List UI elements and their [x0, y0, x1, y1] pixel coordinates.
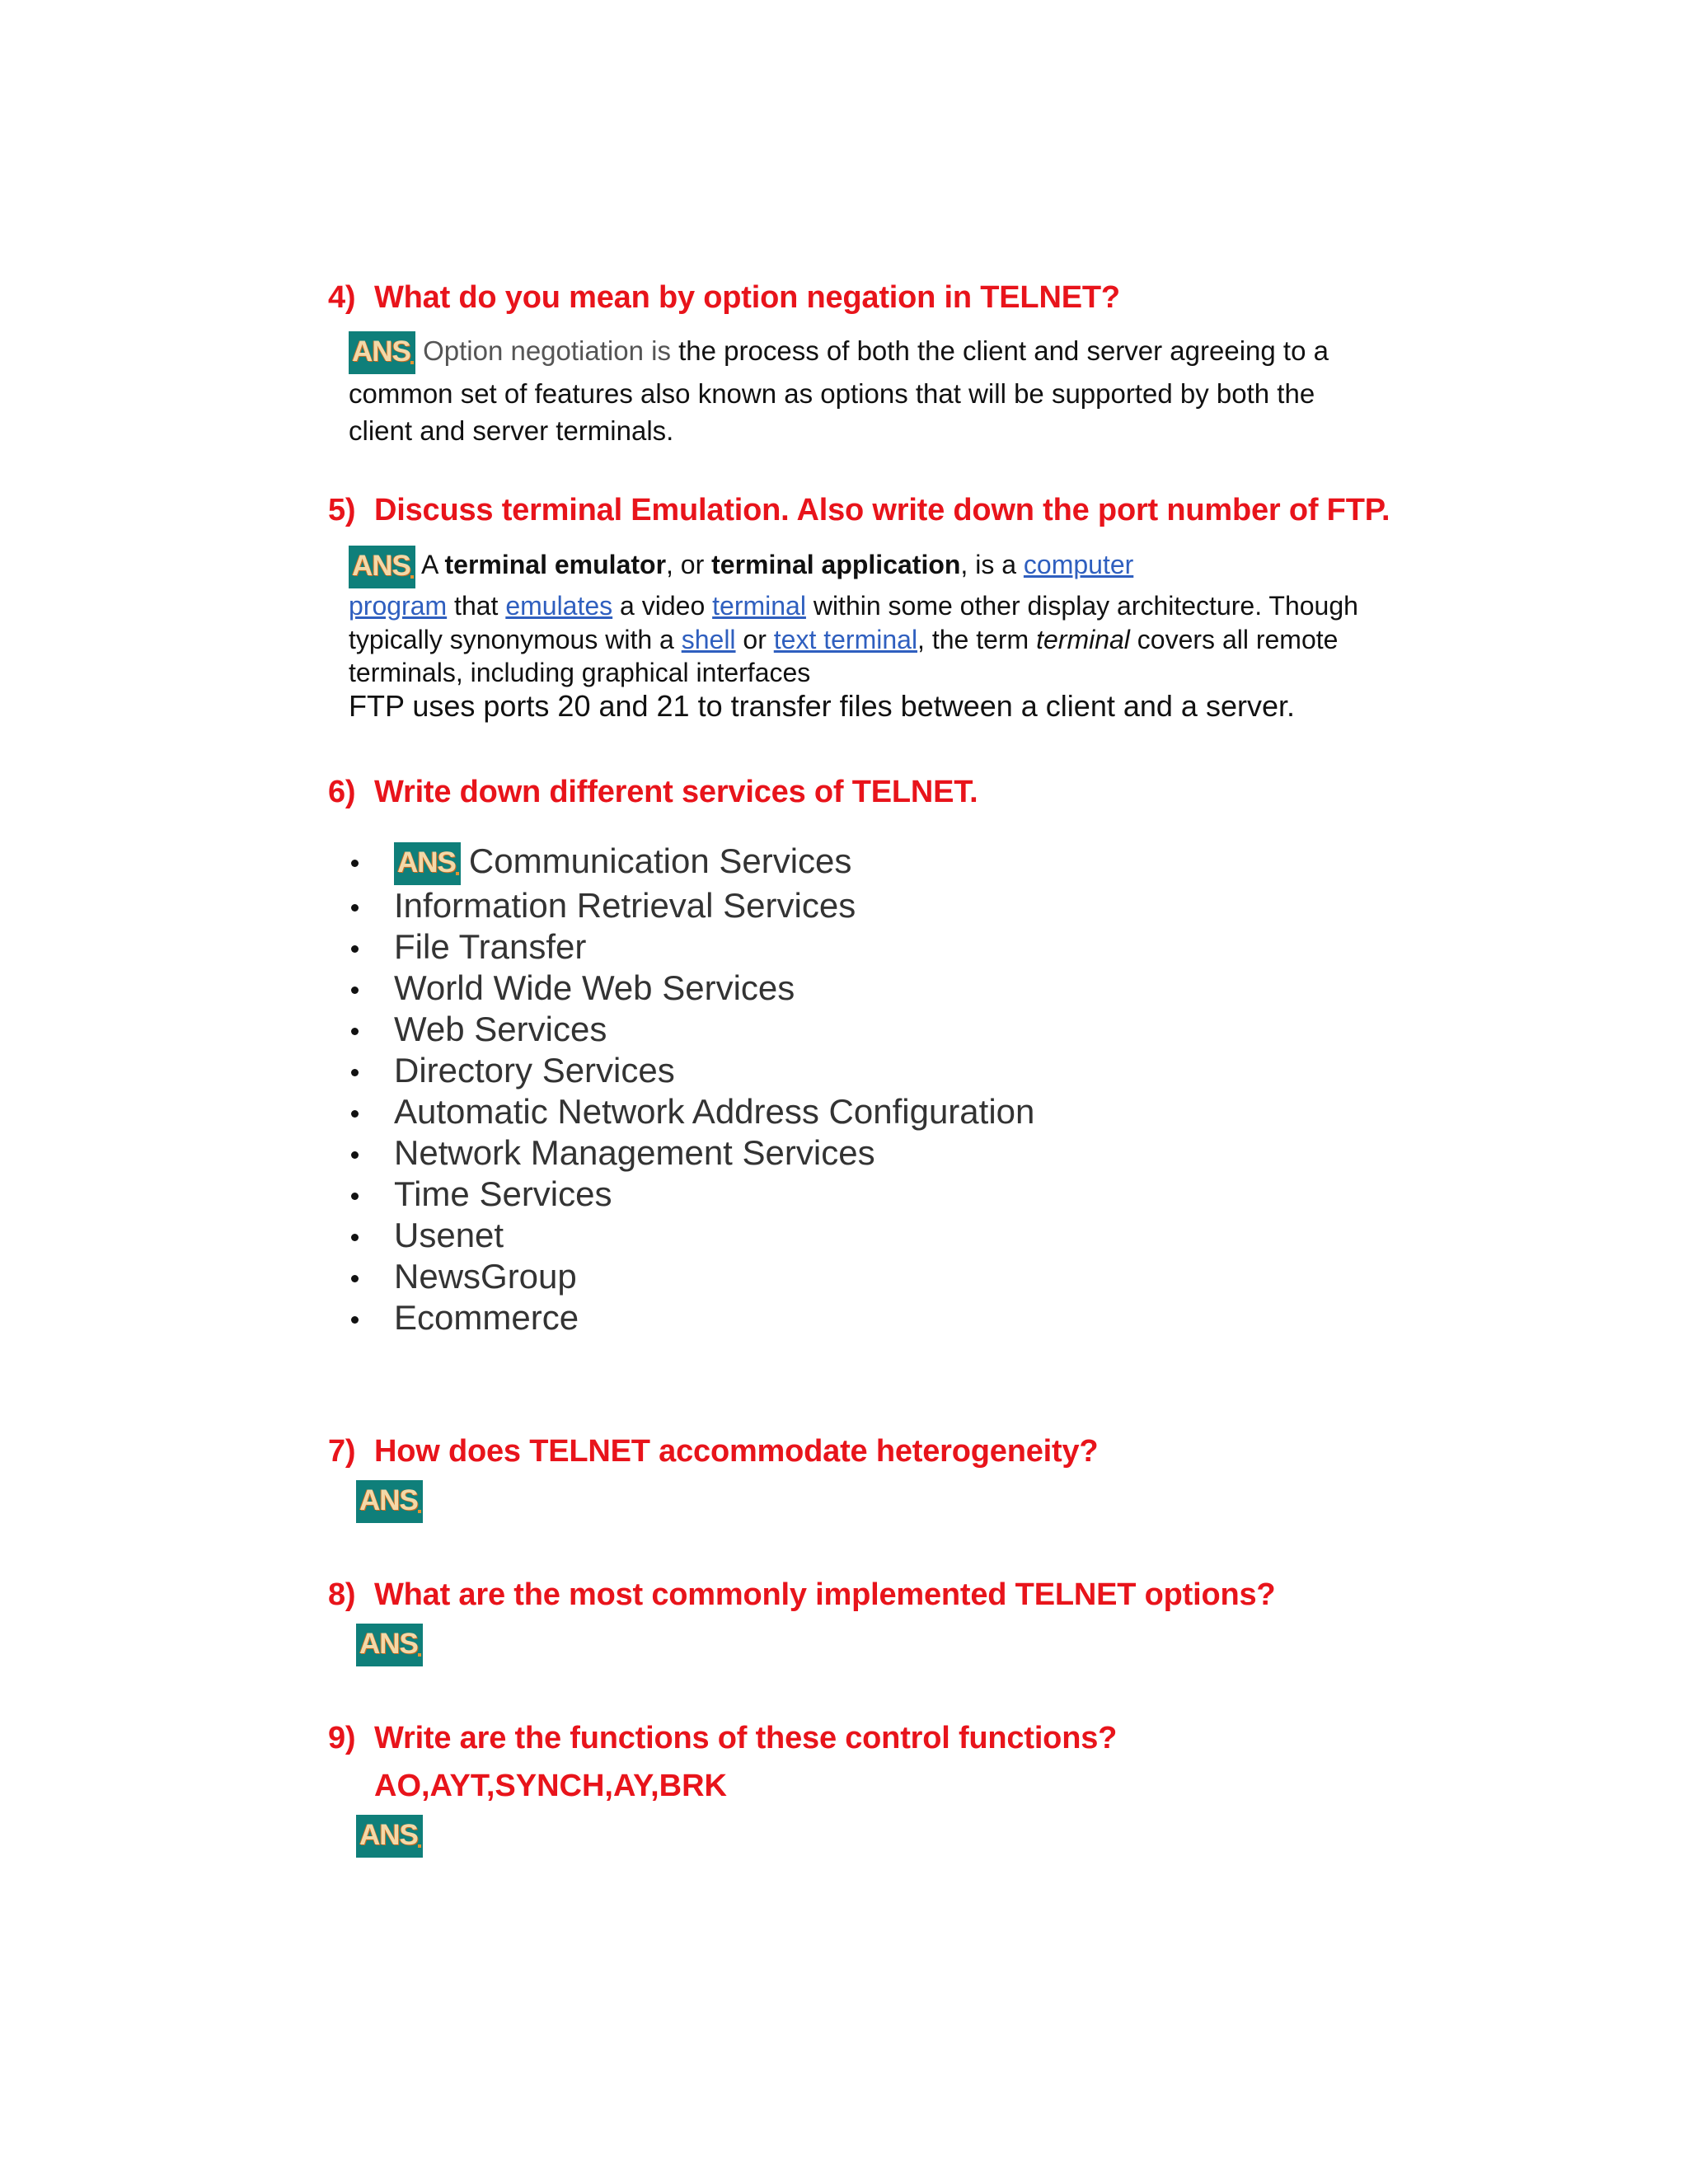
answer-text: covers all remote — [1129, 624, 1339, 654]
term-bold: terminal emulator — [444, 550, 667, 579]
service-label: Time Services — [394, 1174, 612, 1213]
list-item — [346, 1174, 1034, 1215]
service-label: Ecommerce — [394, 1298, 579, 1337]
service-label: Automatic Network Address Configuration — [394, 1092, 1035, 1131]
list-item — [346, 1091, 1034, 1132]
list-item — [346, 885, 1034, 926]
service-label: Directory Services — [394, 1051, 675, 1090]
answer-line: client and server terminals. — [349, 415, 674, 447]
question-number: 5) — [328, 493, 356, 527]
question-number: 4) — [328, 280, 356, 315]
question-8-heading — [328, 1577, 1275, 1613]
answer-text: , the term — [917, 624, 1037, 654]
list-item — [346, 1256, 1034, 1297]
ans-label: ANS — [356, 1624, 423, 1666]
question-title: Write are the functions of these control functions? — [374, 1721, 1118, 1755]
answer-text: within some other display architecture. Though — [805, 590, 1358, 621]
answer-text: A — [415, 550, 445, 579]
ans-label: ANS — [356, 1815, 423, 1858]
service-label: Web Services — [394, 1010, 607, 1048]
list-item — [346, 968, 1034, 1009]
ans-label: ANS — [356, 1480, 423, 1523]
term-bold: terminal application — [711, 550, 961, 579]
service-label: World Wide Web Services — [394, 968, 795, 1007]
service-label: Usenet — [394, 1216, 504, 1254]
answer-lead: Option negotiation is — [423, 335, 671, 366]
link-text-terminal[interactable]: text terminal — [773, 624, 918, 654]
answer-line: common set of features also known as options that will be supported by both the — [349, 378, 1315, 410]
question-number: 9) — [328, 1721, 356, 1755]
question-5-heading — [328, 493, 1390, 528]
service-label: File Transfer — [394, 927, 587, 966]
question-4-heading — [328, 280, 1120, 316]
answer-text: typically synonymous with a — [349, 624, 682, 654]
ftp-port-answer: FTP uses ports 20 and 21 to transfer files between a client and a server. — [349, 689, 1295, 723]
question-title: What are the most commonly implemented TELNET options? — [374, 1577, 1276, 1612]
question-title: How does TELNET accommodate heterogeneity? — [374, 1434, 1099, 1469]
link-shell[interactable]: shell — [681, 624, 736, 654]
list-item — [346, 1009, 1034, 1050]
list-item — [346, 1050, 1034, 1091]
answer-5 — [349, 542, 1420, 689]
list-item — [346, 1215, 1034, 1256]
answer-text: the process of both the client and server agreeing to a — [670, 335, 1329, 366]
answer-text: , is a — [960, 550, 1024, 579]
question-7-heading — [328, 1434, 1098, 1469]
ans-label: ANS — [394, 842, 461, 885]
answer-text: , or — [666, 550, 712, 579]
link-terminal[interactable]: terminal — [712, 590, 806, 621]
answer-line: terminals, including graphical interfaces — [349, 657, 811, 687]
answer-4 — [349, 330, 1420, 448]
link-program[interactable]: program — [349, 590, 448, 621]
question-title: Discuss terminal Emulation. Also write down the port number of FTP. — [374, 493, 1390, 527]
service-label: Communication Services — [468, 841, 852, 880]
term-italic: terminal — [1036, 624, 1130, 654]
answer-text: that — [447, 590, 506, 621]
list-item — [346, 926, 1034, 968]
question-6-heading — [328, 775, 978, 810]
question-9-heading — [328, 1721, 1117, 1756]
list-item — [346, 1297, 1034, 1338]
services-list — [346, 837, 1034, 1338]
question-9-subtitle: AO,AYT,SYNCH,AY,BRK — [374, 1769, 727, 1803]
question-number: 7) — [328, 1434, 356, 1469]
answer-text: a video — [612, 590, 713, 621]
list-item — [346, 1132, 1034, 1174]
list-item — [346, 837, 1034, 885]
question-number: 8) — [328, 1577, 356, 1612]
ans-label: ANS — [349, 331, 415, 374]
question-number: 6) — [328, 775, 356, 809]
link-emulates[interactable]: emulates — [505, 590, 613, 621]
ans-label: ANS — [349, 546, 415, 588]
link-computer[interactable]: computer — [1023, 550, 1134, 579]
service-label: Information Retrieval Services — [394, 886, 856, 925]
service-label: Network Management Services — [394, 1133, 875, 1172]
answer-text: or — [735, 624, 774, 654]
question-title: Write down different services of TELNET. — [374, 775, 978, 809]
question-title: What do you mean by option negation in TELNET? — [374, 280, 1120, 315]
service-label: NewsGroup — [394, 1257, 577, 1296]
